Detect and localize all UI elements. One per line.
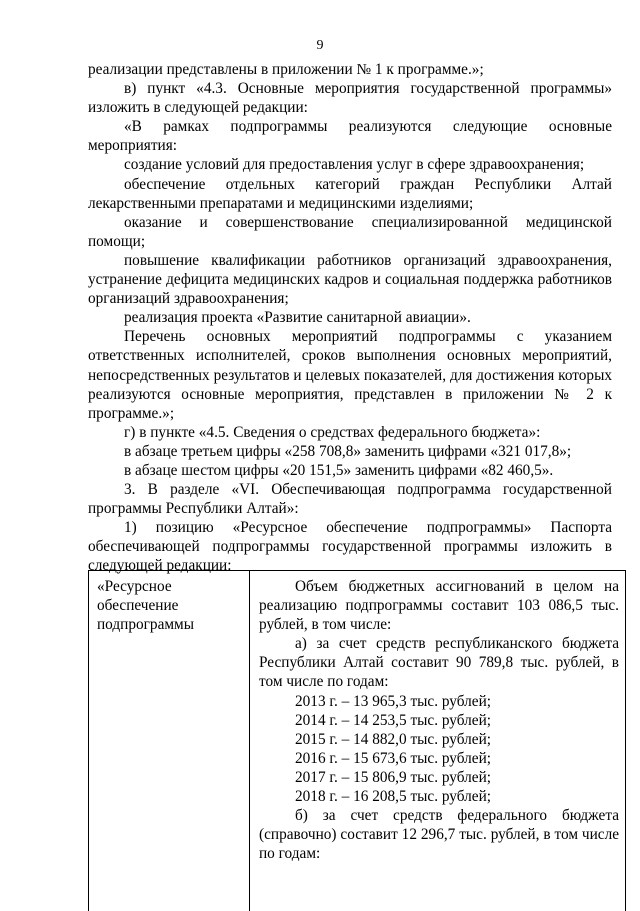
paragraph: реализации представлены в приложении № 1 к программе.»;: [88, 61, 484, 78]
paragraph: 3. В разделе «VI. Обеспечивающая подпрограмма государственной программы Республики Алтай»:: [88, 481, 612, 518]
paragraph: обеспечение отдельных категорий граждан Республики Алтай лекарственными препаратами и медицинскими изделиями;: [88, 175, 612, 212]
left-cell-line: обеспечение: [97, 597, 179, 615]
year-row: 2013 г. – 13 965,3 тыс. рублей;: [295, 692, 492, 710]
funding-federal: б) за счет средств федерального бюджета (справочно) составит 12 296,7 тыс. рублей, в том числе по годам:: [259, 807, 619, 863]
paragraph: повышение квалификации работников организаций здравоохранения, устранение дефицита медицинских кадров и социальная поддержка работников организаций здравоохранения;: [88, 251, 612, 308]
paragraph: Перечень основных мероприятий подпрограммы с указанием ответственных исполнителей, сроков выполнения основных мероприятий, непосредственных результатов и целевых показателей, для достижения которых реализуются основные мероприятия, представлен в приложении № 2 к программе.»;: [88, 328, 612, 422]
year-row: 2015 г. – 14 882,0 тыс. рублей;: [295, 730, 492, 748]
paragraph: «В рамках подпрограммы реализуются следующие основные мероприятия:: [88, 118, 612, 155]
year-row: 2014 г. – 14 253,5 тыс. рублей;: [295, 711, 492, 729]
paragraph: в) пункт «4.3. Основные мероприятия государственной программы» изложить в следующей редакции:: [88, 80, 612, 117]
page-number: 9: [316, 38, 324, 53]
left-cell-line: «Ресурсное: [97, 578, 172, 595]
paragraph: создание условий для предоставления услуг в сфере здравоохранения;: [124, 156, 585, 174]
funding-intro: Объем бюджетных ассигнований в целом на реализацию подпрограммы составит 103 086,5 тыс. рублей, в том числе:: [259, 578, 619, 634]
resource-table: [88, 570, 626, 911]
table-right-cell: [259, 577, 619, 863]
paragraph: оказание и совершенствование специализированной медицинской помощи;: [88, 213, 612, 250]
table-left-cell: [89, 571, 250, 911]
year-row: 2018 г. – 16 208,5 тыс. рублей;: [295, 788, 492, 806]
paragraph: г) в пункте «4.5. Сведения о средствах федерального бюджета»:: [124, 423, 541, 441]
year-row: 2017 г. – 15 806,9 тыс. рублей;: [295, 768, 492, 786]
paragraph: реализация проекта «Развитие санитарной авиации».: [124, 309, 471, 327]
paragraph: 1) позицию «Ресурсное обеспечение подпрограммы» Паспорта обеспечивающей подпрограммы государственной программы изложить в следующей редакции:: [88, 519, 612, 575]
document-body: [88, 60, 612, 576]
paragraph: в абзаце шестом цифры «20 151,5» заменить цифрами «82 460,5».: [124, 461, 554, 479]
paragraph: в абзаце третьем цифры «258 708,8» заменить цифрами «321 017,8»;: [124, 442, 572, 460]
left-cell-line: подпрограммы: [97, 616, 195, 634]
funding-republic: а) за счет средств республиканского бюджета Республики Алтай составит 90 789,8 тыс. рублей, в том числе по годам:: [259, 635, 619, 691]
year-row: 2016 г. – 15 673,6 тыс. рублей;: [295, 749, 492, 767]
